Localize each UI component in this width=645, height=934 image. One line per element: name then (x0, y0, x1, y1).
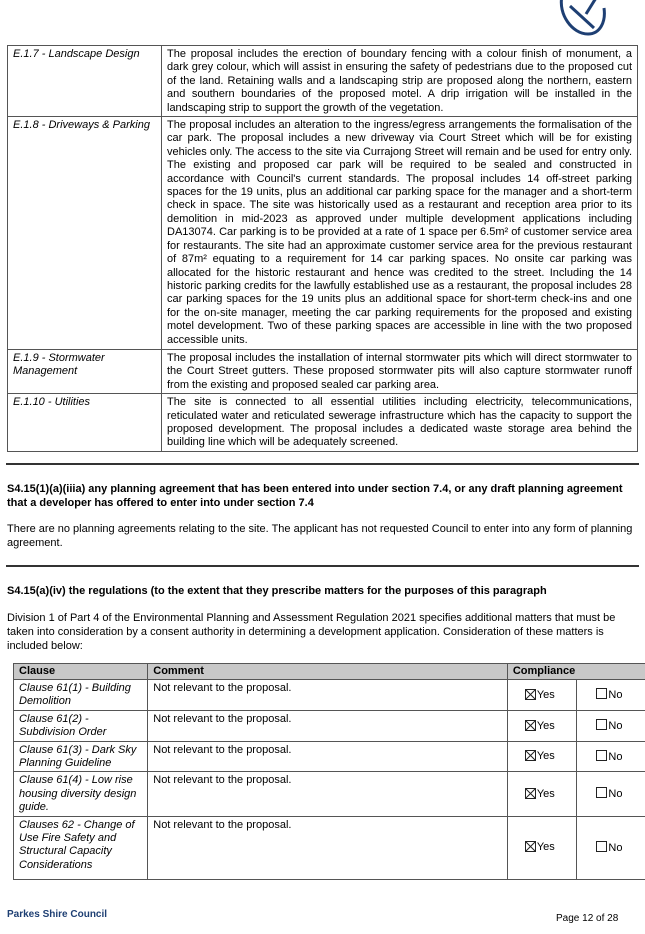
clause-cell: Clause 61(2) - Subdivision Order (14, 710, 148, 741)
table-row (8, 350, 638, 394)
table-row (14, 772, 645, 816)
yes-label: Yes (536, 787, 555, 800)
header-comment: Comment (148, 664, 508, 680)
control-comment: The proposal includes an alteration to the ingress/egress arrangements the formalisation of the car park. The proposal includes a new driveway via Court Street which will be for existing vehicles only. The access to the site via Currajong Street will remain and be used for entry only. The existing and proposed car park will be required to be sealed and constructed in accordance with Council's current standards. The proposal includes 14 off-street parking spaces for the 19 units, plus an additional car parking space for the manager and a short-term check in space. The site was historically used as a restaurant and reception area prior to its demolition in mid-2023 as approved under multiple development applications including DA13074. Car parking is to be provided at a rate of 1 space per 6.5m² of customer service area for restaurants. The site had an approximate customer service area for the previous restaurant of 87m² equating to a requirement for 14 car parking spaces. No onsite car parking was allocated for the historic restaurant and hence was credited to the street. Including the 14 historic parking credits for the lawfully established use as a restaurant, the proposal includes 28 car parking spaces for the 19 units plus an additional space for short-term check-ins and one for the on-site manager, meeting the car parking requirements for the proposed and existing motel development. Two of these parking spaces are accessible in line with the two proposed accessible units. (162, 117, 638, 350)
checkbox-checked-icon[interactable] (525, 788, 536, 799)
table-row (14, 680, 645, 711)
checkbox-unchecked-icon[interactable] (596, 719, 607, 730)
compliance-no-cell (577, 772, 645, 816)
clause-cell: Clauses 62 - Change of Use Fire Safety and Structural Capacity Considerations (14, 816, 148, 879)
footer-page-number: Page 12 of 28 (556, 913, 619, 924)
council-logo-icon (556, 0, 606, 38)
yes-label: Yes (536, 719, 555, 732)
control-comment: The proposal includes the erection of boundary fencing with a colour finish of monument, a dark grey colour, which will assist in ensuring the safety of pedestrians due to the proposed cut of the land. Retaining walls and a landscaping strip are proposed along the northern, eastern and southern boundaries of the proposed motel. A drip irrigation will be installed in the landscaping strip to support the growth of the vegetation. (162, 46, 638, 117)
compliance-yes-cell (507, 710, 577, 741)
compliance-yes-cell (507, 772, 577, 816)
table-row (14, 710, 645, 741)
header-clause: Clause (14, 664, 148, 680)
checkbox-unchecked-icon[interactable] (596, 688, 607, 699)
section-divider (6, 463, 639, 465)
clause-cell: Clause 61(4) - Low rise housing diversity design guide. (14, 772, 148, 816)
table-row (14, 816, 645, 879)
table-header-row (14, 664, 645, 680)
section-heading-regulations: S4.15(a)(iv) the regulations (to the extent that they prescribe matters for the purposes of this paragraph (7, 585, 547, 597)
control-comment: The site is connected to all essential utilities including electricity, telecommunications, reticulated water and reticulated sewerage infrastructure which has the capacity to support the proposed development. The proposal includes a dedicated waste storage area behind the building line which will be adequately screened. (162, 394, 638, 452)
section-divider (6, 565, 639, 567)
compliance-yes-cell (507, 741, 577, 772)
table-row (8, 46, 638, 117)
comment-cell: Not relevant to the proposal. (148, 816, 508, 879)
footer-organisation: Parkes Shire Council (7, 909, 108, 920)
control-comment: The proposal includes the installation of internal stormwater pits which will direct stormwater to the Court Street gutters. These proposed stormwater pits will also capture stormwater runoff from the existing and proposed sealed car parking area. (162, 350, 638, 394)
comment-cell: Not relevant to the proposal. (148, 680, 508, 711)
header-compliance: Compliance (507, 664, 645, 680)
compliance-yes-cell (507, 816, 577, 879)
no-label: No (608, 750, 623, 763)
control-label: E.1.9 - Stormwater Management (8, 350, 162, 394)
comment-cell: Not relevant to the proposal. (148, 772, 508, 816)
yes-label: Yes (536, 688, 555, 701)
clause-cell: Clause 61(3) - Dark Sky Planning Guideline (14, 741, 148, 772)
no-label: No (608, 788, 623, 801)
clause-cell: Clause 61(1) - Building Demolition (14, 680, 148, 711)
checkbox-checked-icon[interactable] (525, 841, 536, 852)
checkbox-checked-icon[interactable] (525, 750, 536, 761)
yes-label: Yes (536, 841, 555, 854)
section-heading-planning-agreement: S4.15(1)(a)(iiia) any planning agreement that has been entered into under section 7.4, or any draft planning agreement that a developer has offered to enter into under section 7.4 (7, 483, 623, 509)
control-label: E.1.8 - Driveways & Parking (8, 117, 162, 350)
table-row (8, 394, 638, 452)
compliance-no-cell (577, 680, 645, 711)
checkbox-unchecked-icon[interactable] (596, 841, 607, 852)
control-label: E.1.10 - Utilities (8, 394, 162, 452)
comment-cell: Not relevant to the proposal. (148, 710, 508, 741)
section-body-regulations: Division 1 of Part 4 of the Environmental Planning and Assessment Regulation 2021 specifies additional matters that must be taken into consideration by a consent authority in determining a development application. Consideration of these matters is included below: (7, 612, 616, 652)
section-body-planning-agreement: There are no planning agreements relating to the site. The applicant has not requested Council to enter into any form of planning agreement. (7, 523, 633, 549)
compliance-no-cell (577, 741, 645, 772)
table-row (14, 741, 645, 772)
checkbox-checked-icon[interactable] (525, 720, 536, 731)
no-label: No (608, 841, 623, 854)
dcp-controls-table (7, 45, 638, 452)
compliance-no-cell (577, 816, 645, 879)
checkbox-unchecked-icon[interactable] (596, 787, 607, 798)
compliance-no-cell (577, 710, 645, 741)
control-label: E.1.7 - Landscape Design (8, 46, 162, 117)
table-row (8, 117, 638, 350)
no-label: No (608, 720, 623, 733)
regulations-compliance-table (13, 663, 645, 880)
yes-label: Yes (536, 750, 555, 763)
checkbox-unchecked-icon[interactable] (596, 750, 607, 761)
compliance-yes-cell (507, 680, 577, 711)
no-label: No (608, 689, 623, 702)
checkbox-checked-icon[interactable] (525, 689, 536, 700)
comment-cell: Not relevant to the proposal. (148, 741, 508, 772)
